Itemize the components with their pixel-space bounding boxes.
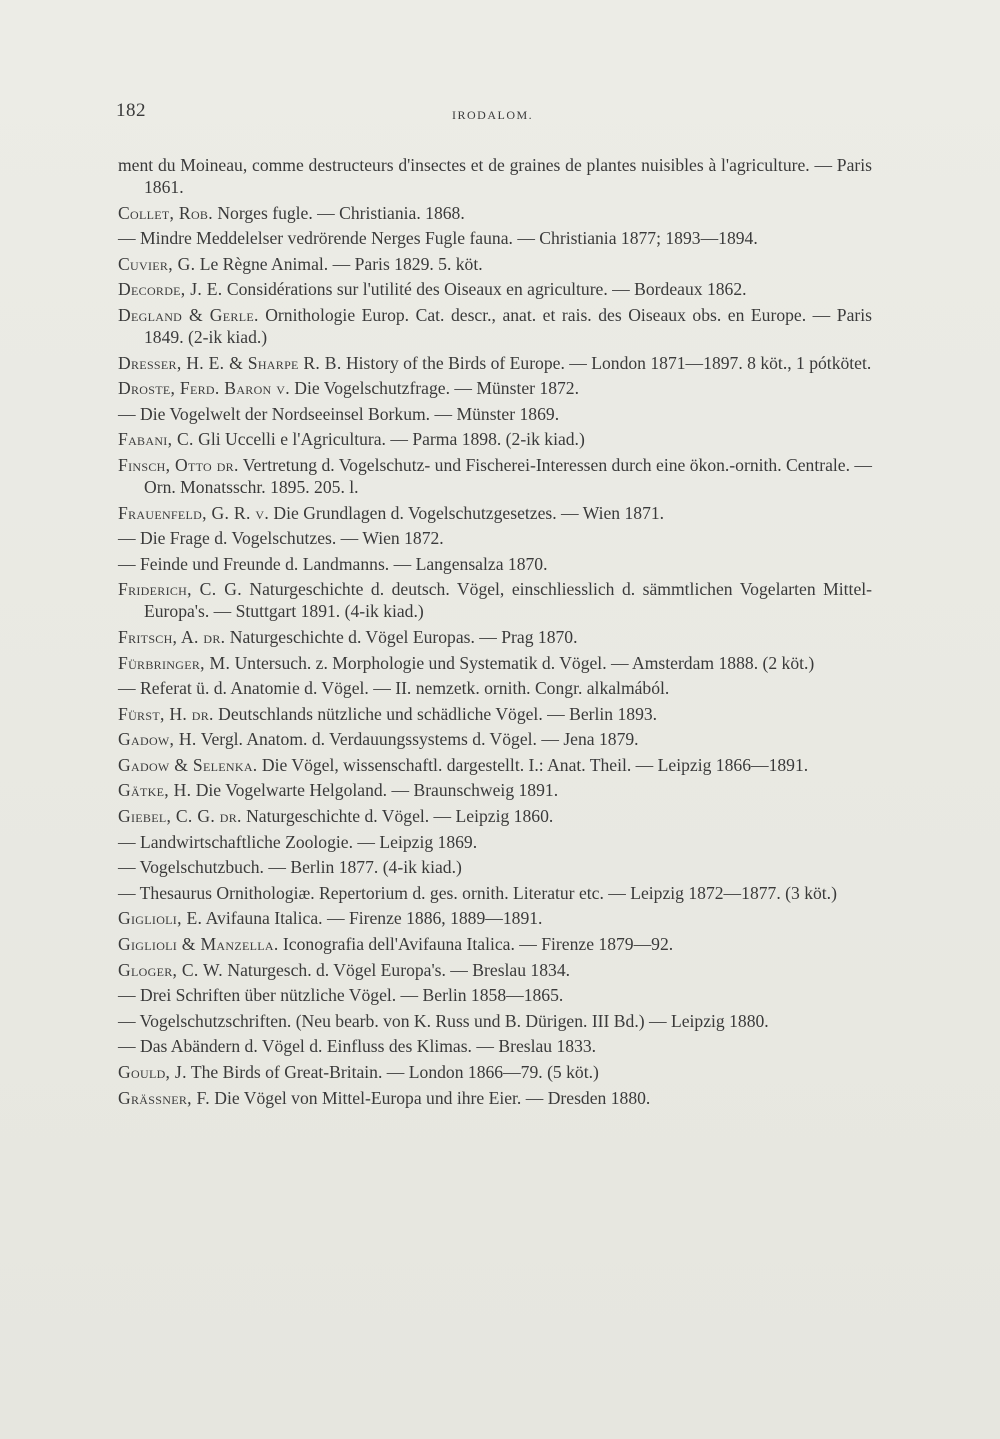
entry-text: — Drei Schriften über nützliche Vögel. — Berlin 1858—1865. <box>118 985 564 1006</box>
entry-text: Avifauna Italica. — Firenze 1886, 1889—1891. <box>202 908 543 929</box>
bibliography-entry <box>118 428 872 450</box>
bibliography-entry <box>118 703 872 725</box>
bibliography-entry <box>118 502 872 524</box>
entry-text: Norges fugle. — Christiania. 1868. <box>212 202 465 223</box>
entry-author: Fabani, C. <box>118 429 194 450</box>
entry-text: — Referat ü. d. Anatomie d. Vögel. — II. nemzetk. ornith. Congr. alkalmából. <box>118 678 670 699</box>
entry-text: Untersuch. z. Morphologie und Systematik d. Vögel. — Amsterdam 1888. (2 köt.) <box>230 652 815 673</box>
entry-author: Gloger, C. W. <box>118 959 224 980</box>
bibliography-entry <box>118 1010 872 1032</box>
entry-author: Finsch, Otto dr. <box>118 454 239 475</box>
entry-text: Iconografia dell'Avifauna Italica. — Firenze 1879—92. <box>278 934 674 955</box>
bibliography-entry <box>118 933 872 955</box>
bibliography-entry <box>118 959 872 981</box>
bibliography-entry <box>118 227 872 249</box>
entry-text: Die Vogelschutzfrage. — Münster 1872. <box>289 378 579 399</box>
bibliography-entry <box>118 1087 872 1109</box>
entry-author: Grässner, F. <box>118 1087 210 1108</box>
entry-author: Gould, J. <box>118 1062 187 1082</box>
bibliography-entry <box>118 403 872 425</box>
entry-text: Die Vögel von Mittel-Europa und ihre Eier. — Dresden 1880. <box>209 1087 651 1108</box>
entry-text: Die Vogelwarte Helgoland. — Braunschweig 1891. <box>191 780 559 801</box>
entry-author: Fritsch, A. dr. <box>118 626 226 647</box>
bibliography-entry <box>118 779 872 801</box>
entry-text: Vertretung d. Vogelschutz- und Fischerei-Interessen durch eine ökon.-ornith. Centrale. — Orn. Monatsschr. 1895. 205. l. <box>144 454 872 497</box>
bibliography-entry <box>118 352 872 374</box>
entry-text: Considérations sur l'utilité des Oiseaux en agriculture. — Bordeaux 1862. <box>222 279 747 300</box>
entry-text: ment du Moineau, comme destructeurs d'insectes et de graines de plantes nuisibles à l'agriculture. — Paris 1861. <box>118 155 872 197</box>
bibliography-entry <box>118 805 872 827</box>
entry-author: Dresser, H. E. & Sharpe R. B. <box>118 352 342 373</box>
entry-author: Degland & Gerle. <box>118 304 259 325</box>
bibliography-entry <box>118 754 872 776</box>
entry-text: Naturgeschichte d. Vögel. — Leipzig 1860. <box>241 806 554 827</box>
bibliography-entry <box>118 553 872 575</box>
entry-author: Cuvier, G. <box>118 253 196 274</box>
entry-text: Gli Uccelli e l'Agricultura. — Parma 1898. (2-ik kiad.) <box>193 429 585 450</box>
entry-text: Vergl. Anatom. d. Verdauungssystems d. Vögel. — Jena 1879. <box>196 729 639 750</box>
entry-text: Naturgeschichte d. Vögel Europas. — Prag 1870. <box>225 626 578 647</box>
entry-text: — Die Frage d. Vogelschutzes. — Wien 1872. <box>118 528 444 549</box>
entry-text: — Vogelschutzbuch. — Berlin 1877. (4-ik kiad.) <box>118 857 462 878</box>
bibliography-entry <box>118 984 872 1006</box>
bibliography-entry <box>118 1035 872 1057</box>
bibliography-entry <box>118 578 872 622</box>
bibliography-entry <box>118 626 872 648</box>
entry-author: Gätke, H. <box>118 780 192 801</box>
bibliography-entry <box>118 856 872 878</box>
entry-author: Giglioli & Manzella. <box>118 934 279 955</box>
bibliography-entry <box>118 728 872 750</box>
entry-text: — Thesaurus Ornithologiæ. Repertorium d. ges. ornith. Literatur etc. — Leipzig 1872—1877. (3 köt.) <box>118 882 837 903</box>
bibliography-entry <box>118 454 872 498</box>
entry-author: Giebel, C. G. dr. <box>118 806 242 827</box>
bibliography-list <box>118 155 872 1112</box>
entry-author: Frauenfeld, G. R. v. <box>118 502 270 523</box>
bibliography-entry <box>118 278 872 300</box>
entry-author: Gadow & Selenka. <box>118 754 258 775</box>
entry-author: Giglioli, E. <box>118 908 203 929</box>
entry-text: The Birds of Great-Britain. — London 1866—79. (5 köt.) <box>186 1062 599 1082</box>
entry-text: — Vogelschutzschriften. (Neu bearb. von K. Russ und B. Dürigen. III Bd.) — Leipzig 1880. <box>118 1010 769 1031</box>
entry-author: Collet, Rob. <box>118 202 213 223</box>
running-head: IRODALOM. <box>452 108 534 122</box>
bibliography-entry <box>118 304 872 348</box>
entry-author: Droste, Ferd. Baron v. <box>118 378 290 399</box>
bibliography-entry <box>118 831 872 853</box>
entry-text: Deutschlands nützliche und schädliche Vögel. — Berlin 1893. <box>213 703 658 724</box>
entry-text: — Das Abändern d. Vögel d. Einfluss des Klimas. — Breslau 1833. <box>118 1036 597 1057</box>
bibliography-entry <box>118 527 872 549</box>
bibliography-entry <box>118 377 872 399</box>
entry-author: Fürbringer, M. <box>118 652 231 673</box>
entry-text: Naturgeschichte d. deutsch. Vögel, einschliesslich d. sämmtlichen Vogelarten Mittel-Europa's. — Stuttgart 1891. (4-ik kiad.) <box>144 579 872 622</box>
page-number: 182 <box>116 100 146 121</box>
entry-text: — Landwirtschaftliche Zoologie. — Leipzig 1869. <box>118 831 478 852</box>
bibliography-entry <box>118 1061 872 1083</box>
bibliography-entry <box>118 882 872 904</box>
entry-text: History of the Birds of Europe. — London 1871—1897. 8 köt., 1 pótkötet. <box>341 352 872 373</box>
bibliography-entry <box>118 154 872 198</box>
entry-text: Die Vögel, wissenschaftl. dargestellt. I.: Anat. Theil. — Leipzig 1866—1891. <box>257 754 809 775</box>
bibliography-entry <box>118 253 872 275</box>
entry-text: Naturgesch. d. Vögel Europa's. — Breslau 1834. <box>223 959 571 980</box>
entry-author: Decorde, J. E. <box>118 279 223 300</box>
bibliography-entry <box>118 907 872 929</box>
entry-text: — Feinde und Freunde d. Landmanns. — Langensalza 1870. <box>118 553 548 574</box>
entry-text: Ornithologie Europ. Cat. descr., anat. et rais. des Oiseaux obs. en Europe. — Paris 1849. (2-ik kiad.) <box>144 304 872 347</box>
bibliography-entry <box>118 652 872 674</box>
bibliography-entry <box>118 677 872 699</box>
bibliography-entry <box>118 202 872 224</box>
entry-author: Fürst, H. dr. <box>118 703 214 724</box>
entry-text: Die Grundlagen d. Vogelschutzgesetzes. — Wien 1871. <box>269 502 665 523</box>
entry-text: — Die Vogelwelt der Nordseeinsel Borkum. — Münster 1869. <box>118 403 560 424</box>
entry-author: Friderich, C. G. <box>118 579 242 600</box>
entry-author: Gadow, H. <box>118 729 197 750</box>
entry-text: Le Règne Animal. — Paris 1829. 5. köt. <box>195 253 483 274</box>
entry-text: — Mindre Meddelelser vedrörende Nerges Fugle fauna. — Christiania 1877; 1893—1894. <box>118 228 758 249</box>
